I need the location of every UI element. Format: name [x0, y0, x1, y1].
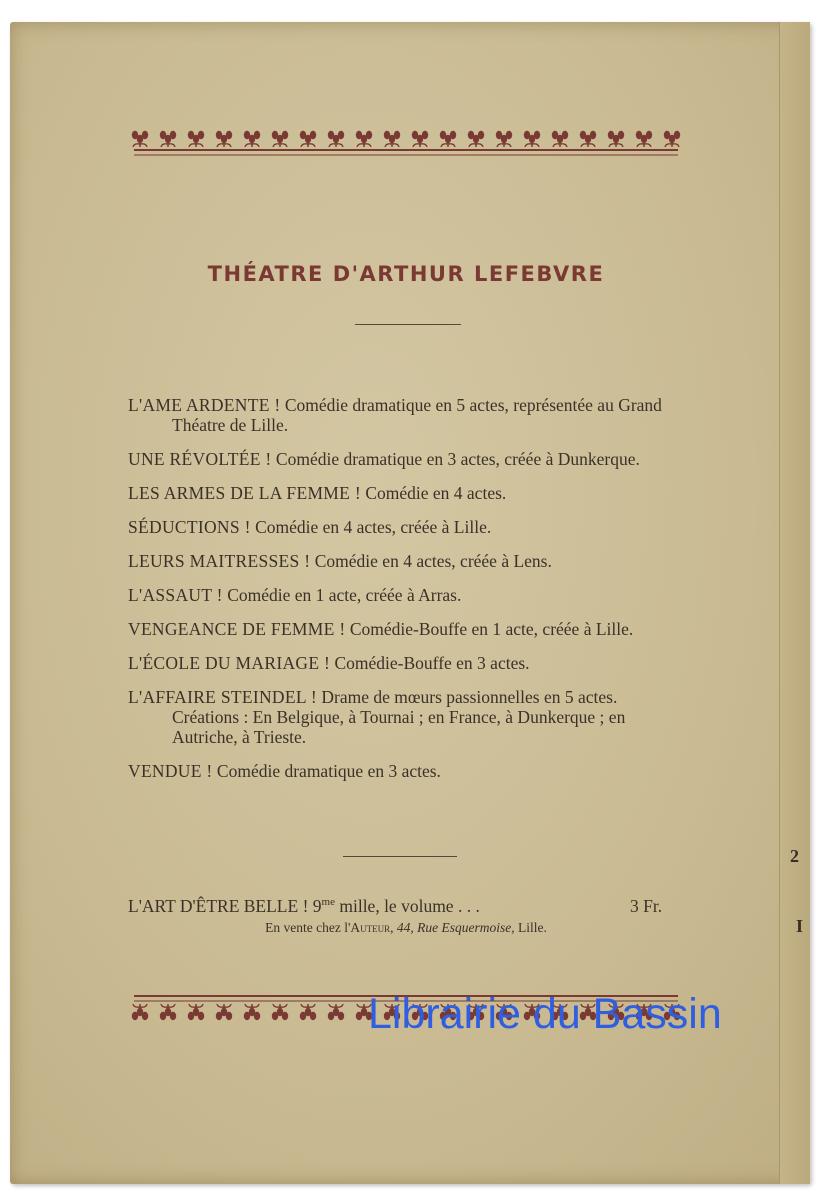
flower-ornament-icon: [552, 131, 568, 147]
work-description: Comédie-Bouffe en 3 actes.: [334, 653, 530, 673]
list-item: [128, 483, 688, 503]
flower-ornament-icon: [356, 131, 372, 147]
work-title: LES ARMES DE LA FEMME !: [128, 483, 361, 503]
list-item: [128, 585, 688, 605]
flower-ornament-icon: [132, 131, 148, 147]
work-title: L'ÉCOLE DU MARIAGE !: [128, 653, 331, 673]
flower-ornament-icon: [216, 131, 232, 147]
list-item: [128, 619, 688, 639]
work-description: Comédie dramatique en 5 actes, représentée au Grand Théatre de Lille.: [172, 395, 662, 435]
work-description: Comédie en 1 acte, créée à Arras.: [227, 585, 462, 605]
advert-book-title: L'ART D'ÊTRE BELLE !: [128, 896, 309, 916]
flower-ornament-icon: [328, 1004, 344, 1020]
work-title: L'AME ARDENTE !: [128, 395, 281, 415]
flower-ornament-icon: [160, 131, 176, 147]
flower-ornament-icon: [188, 131, 204, 147]
work-title: L'AFFAIRE STEINDEL !: [128, 687, 317, 707]
list-item: [128, 687, 688, 747]
work-title: L'ASSAUT !: [128, 585, 223, 605]
list-item: [128, 551, 688, 571]
flower-ornament-icon: [440, 131, 456, 147]
list-item: [128, 395, 688, 435]
flower-ornament-icon: [328, 131, 344, 147]
flower-ornament-icon: [272, 131, 288, 147]
work-description: Comédie en 4 actes, créée à Lille.: [255, 517, 492, 537]
work-title: SÉDUCTIONS !: [128, 517, 251, 537]
sale-address: 44, Rue Esquermoise: [396, 920, 512, 935]
sale-prefix: En vente chez l': [265, 920, 351, 935]
flower-ornament-icon: [636, 131, 652, 147]
work-title: UNE RÉVOLTÉE !: [128, 449, 272, 469]
work-title: VENGEANCE DE FEMME !: [128, 619, 346, 639]
ornament-band-top: [126, 120, 686, 160]
flower-ornament-icon: [216, 1004, 232, 1020]
divider-bottom: [343, 856, 457, 857]
flower-ornament-icon: [580, 131, 596, 147]
spine-mark: I: [796, 916, 804, 936]
flower-ornament-icon: [188, 1004, 204, 1020]
divider-top: [355, 324, 461, 325]
advert-edition-text: mille, le volume . . .: [339, 896, 480, 916]
sale-author: Auteur: [350, 920, 391, 935]
work-description: Drame de mœurs passionnelles en 5 actes. Créations : En Belgique, à Tournai ; en France, à Dunkerque ; en Autriche, à Trieste.: [172, 687, 626, 747]
watermark-text: Librairie du Bassin: [368, 990, 722, 1038]
work-description: Comédie-Bouffe en 1 acte, créée à Lille.: [349, 619, 634, 639]
flower-ornament-icon: [272, 1004, 288, 1020]
list-item: [128, 653, 688, 673]
flower-ornament-icon: [468, 131, 484, 147]
book-advert-line: [128, 896, 688, 917]
flower-ornament-icon: [132, 1004, 148, 1020]
advert-edition-suffix: me: [321, 896, 335, 909]
flower-ornament-icon: [300, 1004, 316, 1020]
flower-ornament-icon: [160, 1004, 176, 1020]
work-description: Comédie dramatique en 3 actes.: [216, 761, 441, 781]
flower-ornament-icon: [664, 131, 680, 147]
flower-ornament-icon: [244, 1004, 260, 1020]
work-description: Comédie en 4 actes.: [365, 483, 507, 503]
spine-mark: 2: [790, 846, 799, 866]
flower-ornament-icon: [496, 131, 512, 147]
works-list: [128, 395, 688, 795]
work-description: Comédie dramatique en 3 actes, créée à Dunkerque.: [275, 449, 640, 469]
page-title: THÉATRE D'ARTHUR LEFEBVRE: [207, 262, 605, 286]
list-item: [128, 517, 688, 537]
list-item: [128, 449, 688, 469]
work-description: Comédie en 4 actes, créée à Lens.: [314, 551, 552, 571]
sale-city: , Lille.: [511, 920, 547, 935]
advert-edition-number: 9: [312, 896, 322, 916]
list-item: [128, 761, 688, 781]
flower-ornament-icon: [412, 131, 428, 147]
flower-ornament-icon: [524, 131, 540, 147]
work-title: VENDUE !: [128, 761, 213, 781]
flower-ornament-icon: [244, 131, 260, 147]
sale-info-line: En vente chez l'Auteur, 44, Rue Esquermoise, Lille.: [265, 920, 547, 935]
flower-ornament-icon: [300, 131, 316, 147]
flower-ornament-icon: [384, 131, 400, 147]
advert-price: 3 Fr.: [630, 896, 663, 916]
work-title: LEURS MAITRESSES !: [128, 551, 311, 571]
flower-ornament-icon: [608, 131, 624, 147]
